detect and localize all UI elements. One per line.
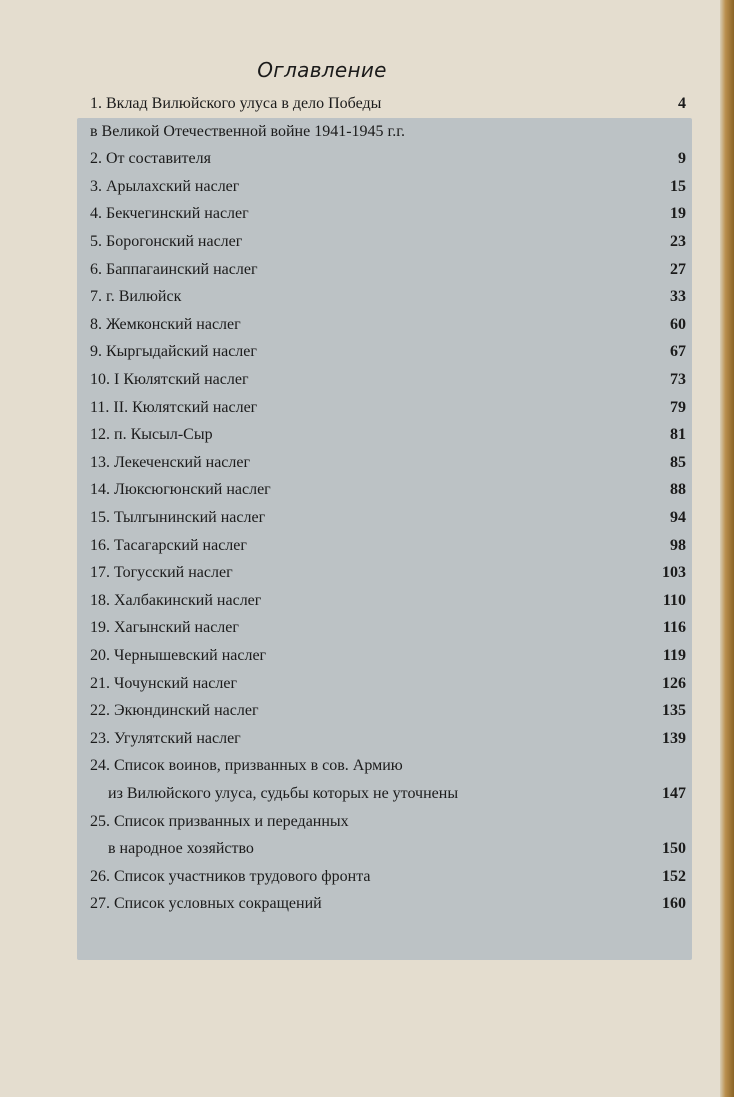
toc-entry-line [0, 145, 720, 173]
toc-entry-label: 5. Борогонский наслег [90, 233, 243, 250]
toc-page-number: 73 [670, 371, 686, 388]
toc-page-number: 94 [670, 509, 686, 526]
toc-entry-line [0, 283, 720, 311]
toc-page-number: 103 [662, 564, 686, 581]
toc-entry-line [0, 228, 720, 256]
toc-page-number: 160 [662, 895, 686, 912]
toc-entry-label: 24. Список воинов, призванных в сов. Армию [90, 757, 403, 774]
toc-entry-line [0, 642, 720, 670]
toc-page-number: 110 [662, 592, 686, 609]
toc-entry-line [0, 394, 720, 422]
toc-entry-line [0, 752, 720, 780]
toc-entry-label: в Великой Отечественной войне 1941-1945 г.г. [90, 123, 406, 140]
toc-page-number: 19 [670, 205, 686, 222]
toc-entry-line [0, 118, 720, 146]
toc-entry-line [0, 476, 720, 504]
toc-entry-line [0, 256, 720, 284]
toc-entry-line [0, 808, 720, 836]
toc-page-number: 15 [670, 178, 686, 195]
toc-entry-line [0, 559, 720, 587]
toc-page-number: 152 [662, 868, 686, 885]
toc-entry-line [0, 780, 720, 808]
toc-entry-label: 23. Угулятский наслег [90, 730, 241, 747]
toc-entry-line [0, 311, 720, 339]
toc-entry-label: 16. Тасагарский наслег [90, 537, 247, 554]
toc-entry-label: 12. п. Кысыл-Сыр [90, 426, 213, 443]
toc-entry-line [0, 614, 720, 642]
toc-entry-label: 21. Чочунский наслег [90, 675, 238, 692]
toc-page-number: 88 [670, 481, 686, 498]
toc-entry-line [0, 90, 720, 118]
toc-entry-line [0, 504, 720, 532]
toc-entry-label: 6. Баппагаинский наслег [90, 261, 258, 278]
toc-entry-label: 4. Бекчегинский наслег [90, 205, 249, 222]
toc-page-number: 67 [670, 343, 686, 360]
toc-entry-line [0, 863, 720, 891]
toc-entry-label: 20. Чернышевский наслег [90, 647, 267, 664]
toc-entry-label: 2. От составителя [90, 150, 211, 167]
toc-entry-label: 9. Кыргыдайский наслег [90, 343, 257, 360]
toc-page-number: 85 [670, 454, 686, 471]
toc-page-number: 139 [662, 730, 686, 747]
toc-entry-label: 27. Список условных сокращений [90, 895, 322, 912]
toc-page-number: 23 [670, 233, 686, 250]
toc-entry-line [0, 890, 720, 918]
toc-entry-label: 13. Лекеченский наслег [90, 454, 251, 471]
toc-page-number: 116 [662, 619, 686, 636]
toc-page-number: 60 [670, 316, 686, 333]
toc-entry-label: из Вилюйского улуса, судьбы которых не уточнены [108, 785, 459, 802]
toc-entry-line [0, 670, 720, 698]
toc-page-number: 126 [662, 675, 686, 692]
toc-entry-line [0, 173, 720, 201]
toc-entry-label: 17. Тогусский наслег [90, 564, 233, 581]
toc-entry-line [0, 449, 720, 477]
toc-entry-label: 3. Арылахский наслег [90, 178, 240, 195]
toc-entry-line [0, 366, 720, 394]
toc-page-number: 98 [670, 537, 686, 554]
toc-page-number: 9 [678, 150, 686, 167]
toc-entry-label: 25. Список призванных и переданных [90, 813, 349, 830]
toc-entry-label: 11. II. Кюлятский наслег [90, 399, 258, 416]
toc-page-number: 147 [662, 785, 686, 802]
toc-entry-line [0, 587, 720, 615]
toc-page-number: 27 [670, 261, 686, 278]
toc-page-number: 135 [662, 702, 686, 719]
page-edge [720, 0, 734, 1097]
toc-entry-label: 18. Халбакинский наслег [90, 592, 262, 609]
toc-entry-label: 19. Хагынский наслег [90, 619, 239, 636]
toc-page-number: 33 [670, 288, 686, 305]
toc-entry-label: 14. Люксюгюнский наслег [90, 481, 271, 498]
toc-entry-line [0, 835, 720, 863]
toc-entry-line [0, 725, 720, 753]
toc-entry-line [0, 200, 720, 228]
toc-entry-label: 1. Вклад Вилюйского улуса в дело Победы [90, 95, 382, 112]
toc-entry-line [0, 532, 720, 560]
toc-page-number: 150 [662, 840, 686, 857]
toc-entry-label: 8. Жемконский наслег [90, 316, 241, 333]
toc-entry-label: 22. Экюндинский наслег [90, 702, 259, 719]
toc-entry-label: 7. г. Вилюйск [90, 288, 182, 305]
toc-page-number: 119 [662, 647, 686, 664]
toc-page-number: 81 [670, 426, 686, 443]
toc-entry-label: 26. Список участников трудового фронта [90, 868, 371, 885]
toc-entry-label: 15. Тылгынинский наслег [90, 509, 266, 526]
toc-entry-line [0, 697, 720, 725]
toc-entry-line [0, 421, 720, 449]
toc-entry-line [0, 338, 720, 366]
toc-title: Оглавление [257, 58, 387, 82]
toc-page-number: 79 [670, 399, 686, 416]
toc-entry-label: 10. I Кюлятский наслег [90, 371, 249, 388]
toc-page-number: 4 [678, 95, 686, 112]
toc-entry-label: в народное хозяйство [108, 840, 254, 857]
